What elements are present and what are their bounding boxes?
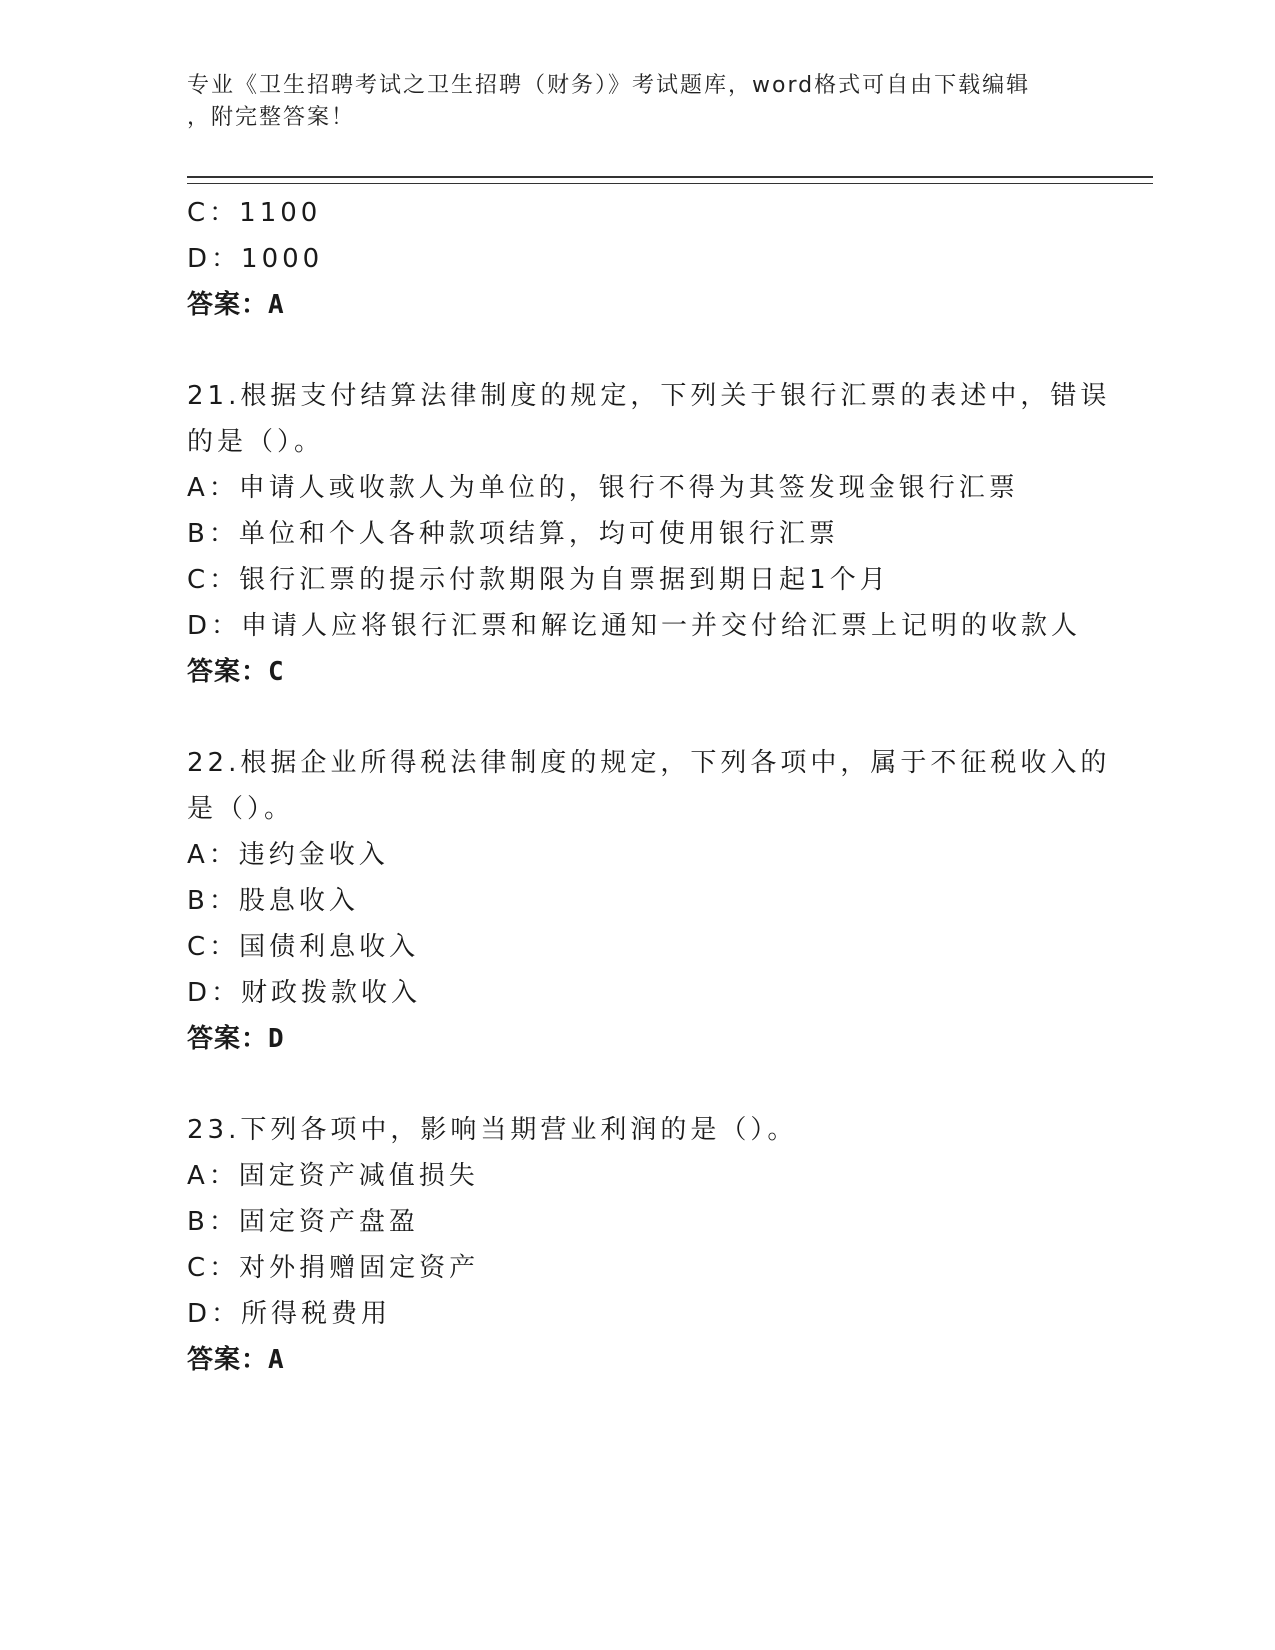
question-title-cont: 的是（）。 <box>187 427 325 457</box>
document-header <box>187 70 1087 134</box>
option-d: D：所得税费用 <box>187 1299 392 1329</box>
answer: 答案：D <box>187 1024 285 1054</box>
option-d: D：财政拨款收入 <box>187 978 422 1008</box>
question-title: 22.根据企业所得税法律制度的规定，下列各项中，属于不征税收入的 <box>187 748 1111 778</box>
option-b: B：股息收入 <box>187 886 359 916</box>
option-b: B：单位和个人各种款项结算，均可使用银行汇票 <box>187 519 839 549</box>
option-c: C：1100 <box>187 198 322 228</box>
option-d: D：申请人应将银行汇票和解讫通知一并交付给汇票上记明的收款人 <box>187 611 1082 641</box>
option-a: A：固定资产减值损失 <box>187 1161 479 1191</box>
option-a: A：违约金收入 <box>187 840 389 870</box>
option-c: C：银行汇票的提示付款期限为自票据到期日起1个月 <box>187 565 890 595</box>
question-21 <box>187 373 1111 695</box>
question-content <box>187 190 1111 1383</box>
answer: 答案：A <box>187 290 285 320</box>
header-line-2: ，附完整答案！ <box>187 105 356 130</box>
question-22 <box>187 740 1111 1062</box>
question-23 <box>187 1107 1087 1383</box>
option-c: C：对外捐赠固定资产 <box>187 1253 480 1283</box>
option-d: D：1000 <box>187 244 324 274</box>
question-title: 23.下列各项中，影响当期营业利润的是（）。 <box>187 1115 798 1145</box>
question-title: 21.根据支付结算法律制度的规定，下列关于银行汇票的表述中，错误 <box>187 381 1111 411</box>
header-line-1: 专业《卫生招聘考试之卫生招聘（财务）》考试题库，word格式可自由下载编辑 <box>187 73 1031 98</box>
option-c: C：国债利息收入 <box>187 932 420 962</box>
question-title-cont: 是（）。 <box>187 794 295 824</box>
continued-question <box>187 190 1087 328</box>
option-b: B：固定资产盘盈 <box>187 1207 419 1237</box>
answer: 答案：A <box>187 1345 285 1375</box>
header-divider <box>187 176 1153 184</box>
answer: 答案：C <box>187 657 285 687</box>
option-a: A：申请人或收款人为单位的，银行不得为其签发现金银行汇票 <box>187 473 1019 503</box>
